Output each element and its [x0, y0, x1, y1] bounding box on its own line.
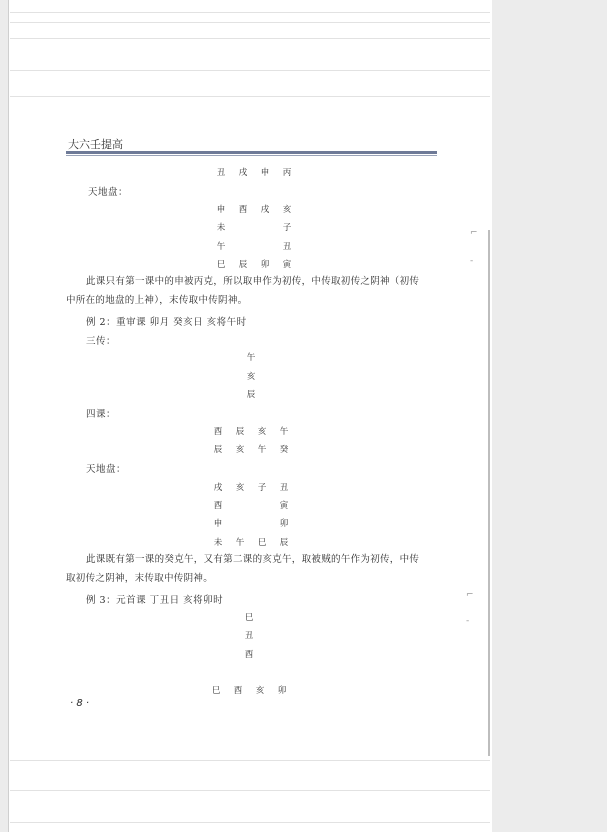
chart-cell: 申 [260, 168, 270, 178]
edge-mark: - [466, 616, 470, 626]
chart-cell: 午 [279, 427, 289, 437]
chart-cell: 寅 [279, 501, 289, 511]
header-rule-thin [66, 155, 437, 156]
example-3-title: 例 3：元首课 丁丑日 亥将卯时 [86, 595, 224, 606]
chart-cell: 未 [216, 223, 226, 233]
chart-cell: 亥 [235, 445, 245, 455]
scan-artifact-line [10, 790, 490, 791]
running-header-title: 大六壬提高 [68, 138, 123, 151]
chart-cell: 亥 [282, 205, 292, 215]
chart-cell: 午 [257, 445, 267, 455]
sanchuan-item: 辰 [246, 390, 256, 400]
chart-cell: 癸 [279, 445, 289, 455]
paragraph-line: 此课既有第一课的癸克午，又有第二课的亥克午，取被贼的午作为初传，中传 [86, 554, 420, 565]
chart-cell: 申 [216, 205, 226, 215]
chart-cell: 丑 [279, 483, 289, 493]
page-edge-shadow [488, 230, 490, 756]
chart-cell: 辰 [279, 538, 289, 548]
edge-mark: ⌐ [466, 590, 474, 600]
chart-cell: 酉 [213, 501, 223, 511]
chart-cell: 辰 [235, 427, 245, 437]
example-2-title: 例 2：重审课 卯月 癸亥日 亥将午时 [86, 317, 247, 328]
chart-cell: 亥 [235, 483, 245, 493]
chart-cell: 酉 [213, 427, 223, 437]
chart-cell: 巳 [211, 686, 221, 696]
chart-cell: 巳 [257, 538, 267, 548]
chart-cell: 亥 [255, 686, 265, 696]
chart-cell: 子 [257, 483, 267, 493]
paragraph-line: 此课只有第一课中的申被丙克，所以取申作为初传，中传取初传之阴神（初传 [86, 276, 420, 287]
chart-cell: 子 [282, 223, 292, 233]
scan-artifact-line [10, 12, 490, 13]
sike-label: 四课： [86, 409, 117, 420]
header-rule [66, 151, 437, 154]
chart-cell: 丑 [282, 242, 292, 252]
chart-cell: 亥 [257, 427, 267, 437]
edge-mark: ⌐ [470, 228, 478, 238]
chart-cell: 巳 [216, 260, 226, 270]
scan-artifact-line [10, 38, 490, 39]
scan-artifact-line [10, 760, 490, 761]
chart-cell: 酉 [238, 205, 248, 215]
chart-cell: 卯 [279, 519, 289, 529]
page-number: · 8 · [70, 698, 90, 709]
chart-cell: 午 [216, 242, 226, 252]
chart-cell: 辰 [213, 445, 223, 455]
paragraph-line: 取初传之阴神，末传取中传阴神。 [66, 573, 214, 584]
paragraph-line: 中所在的地盘的上神），末传取中传阴神。 [66, 295, 248, 306]
chart-cell: 卯 [260, 260, 270, 270]
chart-cell: 午 [235, 538, 245, 548]
tiandi-label: 天地盘： [86, 464, 127, 475]
sanchuan-item: 酉 [244, 650, 254, 660]
scan-artifact-line [10, 822, 490, 823]
edge-mark: - [470, 256, 474, 266]
chart-cell: 戌 [238, 168, 248, 178]
chart-cell: 寅 [282, 260, 292, 270]
chart-cell: 未 [213, 538, 223, 548]
scan-artifact-line [10, 96, 490, 97]
chart-cell: 卯 [277, 686, 287, 696]
chart-cell: 丑 [216, 168, 226, 178]
chart-cell: 辰 [238, 260, 248, 270]
sanchuan-item: 亥 [246, 372, 256, 382]
sanchuan-label: 三传： [86, 336, 117, 347]
chart-cell: 申 [213, 519, 223, 529]
sanchuan-item: 丑 [244, 631, 254, 641]
sanchuan-item: 巳 [244, 613, 254, 623]
chart-cell: 酉 [233, 686, 243, 696]
scan-artifact-line [10, 22, 490, 23]
chart-cell: 戌 [260, 205, 270, 215]
scan-artifact-line [10, 70, 490, 71]
sanchuan-item: 午 [246, 353, 256, 363]
chart-cell: 丙 [282, 168, 292, 178]
tiandi-label: 天地盘： [88, 187, 129, 198]
chart-cell: 戌 [213, 483, 223, 493]
